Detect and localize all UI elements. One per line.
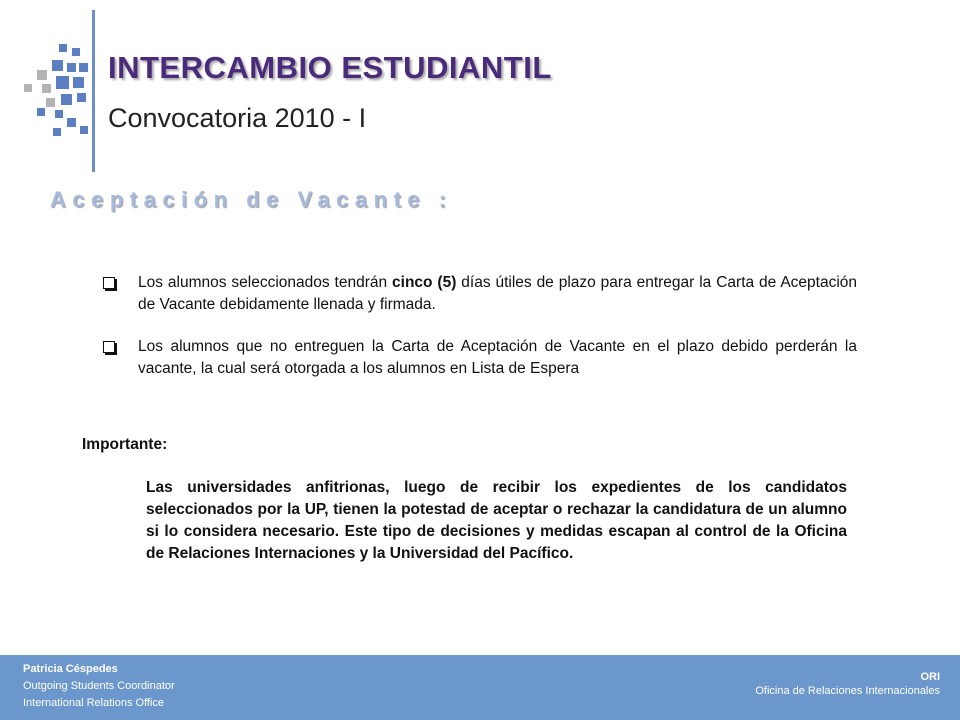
bullet-list: [100, 272, 857, 400]
important-text: Las universidades anfitrionas, luego de recibir los expedientes de los candidatos seleccionados por la UP, tienen la potestad de aceptar o rechazar la candidatura de un alumno si lo considera necesario. Este tipo de decisiones y medidas escapan al control de la Oficina de Relaciones Internaciones y la Universidad del Pacífico.: [146, 479, 847, 562]
footer: [0, 655, 960, 720]
bullet-text-emphasis: cinco (5): [392, 274, 457, 291]
checkbox-bullet-icon: [103, 277, 115, 289]
footer-name: Patricia Céspedes: [23, 663, 118, 675]
list-item: [100, 272, 857, 316]
page-subtitle: Convocatoria 2010 - I: [108, 103, 367, 133]
page-title: INTERCAMBIO ESTUDIANTIL: [108, 50, 552, 85]
logo-mosaic: [0, 0, 120, 180]
footer-org-abbr: ORI: [920, 671, 940, 683]
bullet-text-start: Los alumnos seleccionados tendrán: [138, 274, 393, 291]
bullet-text: Los alumnos que no entreguen la Carta de Aceptación de Vacante en el plazo debido perderán la vacante, la cual será otorgada a los alumnos en Lista de Espera: [138, 338, 857, 377]
footer-office: International Relations Office: [23, 697, 165, 709]
important-label: Importante:: [82, 436, 168, 453]
footer-role: Outgoing Students Coordinator: [23, 680, 175, 692]
footer-org: [755, 670, 940, 698]
list-item: [100, 336, 857, 380]
header-divider-line: [92, 10, 95, 172]
checkbox-bullet-icon: [103, 341, 115, 353]
footer-org-name: Oficina de Relaciones Internacionales: [755, 685, 940, 697]
bullet-text-end: días útiles de plazo para entregar la Carta de Aceptación de Vacante debidamente llenada y firmada.: [138, 274, 858, 313]
footer-contact: [23, 661, 175, 712]
section-heading: Aceptación de Vacante :: [50, 187, 453, 212]
